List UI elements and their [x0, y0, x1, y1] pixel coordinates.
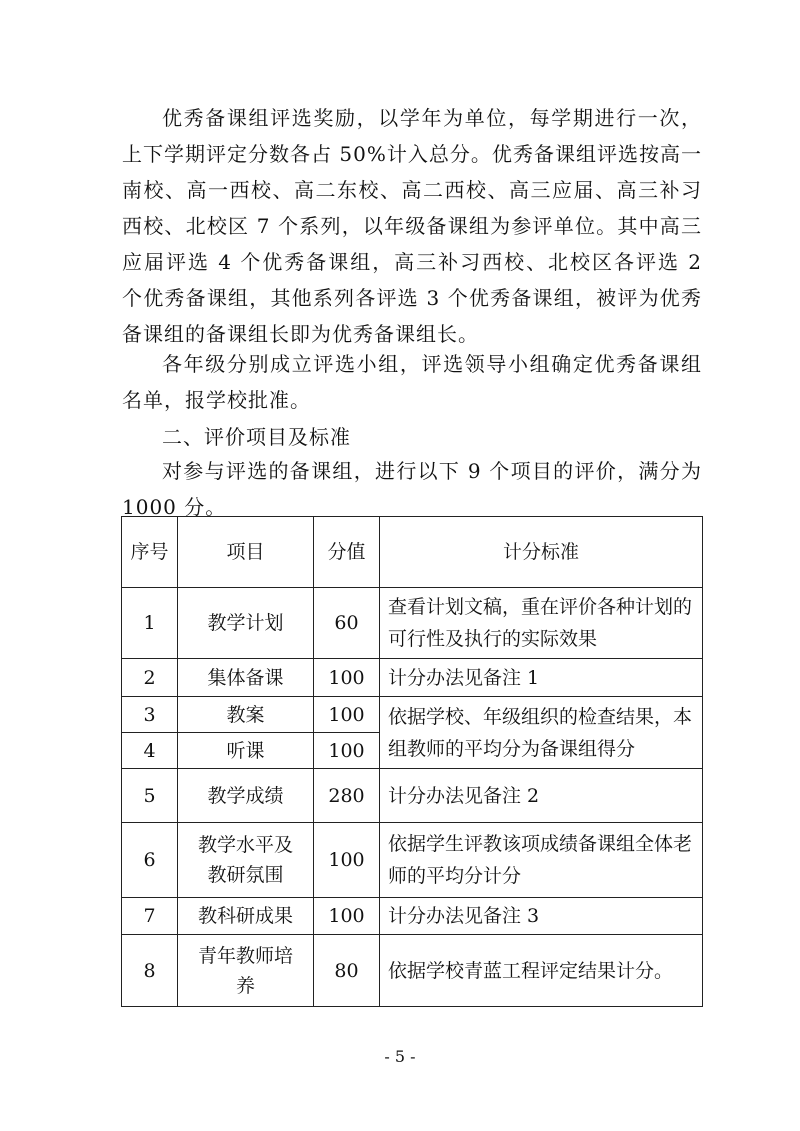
row-score: 100 [314, 898, 380, 935]
row-score: 280 [314, 769, 380, 823]
row-item: 教学计划 [178, 588, 314, 659]
row-standard: 计分办法见备注 2 [380, 769, 703, 823]
header-standard: 计分标准 [380, 517, 703, 588]
row-no: 8 [122, 935, 178, 1007]
page-number: - 5 - [384, 1047, 416, 1066]
row-score: 100 [314, 659, 380, 697]
section-heading: 二、评价项目及标准 [162, 425, 351, 449]
table-header-row [122, 517, 703, 588]
table-row [122, 823, 703, 898]
paragraph-evaluation-intro: 对参与评选的备课组，进行以下 9 个项目的评价，满分为 1000 分。 [122, 459, 702, 519]
table-row [122, 935, 703, 1007]
row-score: 100 [314, 733, 380, 769]
table-row [122, 588, 703, 659]
row-no: 1 [122, 588, 178, 659]
table-row [122, 659, 703, 697]
evaluation-table [121, 516, 703, 1007]
paragraph-award-rules: 优秀备课组评选奖励，以学年为单位，每学期进行一次，上下学期评定分数各占 50%计入总分。优秀备课组评选按高一南校、高一西校、高二东校、高二西校、高三应届、高三补习西校、北校区 7 个系列，以年级备课组为参评单位。其中高三应届评选 4 个优秀备课组，高三补习西校、北校区各评选 2 个优秀备课组，其他系列各评选 3 个优秀备课组，被评为优秀备课组的备课组长即为优秀备课组长。 [122, 106, 702, 346]
table-row [122, 769, 703, 823]
row-no: 4 [122, 733, 178, 769]
row-standard: 依据学生评教该项成绩备课组全体老师的平均分计分 [380, 823, 703, 898]
row-no: 7 [122, 898, 178, 935]
row-score: 60 [314, 588, 380, 659]
row-standard: 依据学校青蓝工程评定结果计分。 [380, 935, 703, 1007]
row-item: 集体备课 [178, 659, 314, 697]
row-standard: 依据学校、年级组织的检查结果，本组教师的平均分为备课组得分 [380, 697, 703, 769]
row-standard: 计分办法见备注 3 [380, 898, 703, 935]
paragraph-selection-group: 各年级分别成立评选小组，评选领导小组确定优秀备课组名单，报学校批准。 [122, 352, 702, 412]
header-score: 分值 [314, 517, 380, 588]
row-no: 3 [122, 697, 178, 733]
row-no: 2 [122, 659, 178, 697]
header-no: 序号 [122, 517, 178, 588]
row-score: 100 [314, 823, 380, 898]
row-item: 教科研成果 [178, 898, 314, 935]
row-score: 80 [314, 935, 380, 1007]
row-item: 教学成绩 [178, 769, 314, 823]
row-item: 教学水平及教研氛围 [178, 823, 314, 898]
row-no: 5 [122, 769, 178, 823]
row-no: 6 [122, 823, 178, 898]
row-score: 100 [314, 697, 380, 733]
row-item: 青年教师培养 [178, 935, 314, 1007]
row-item: 听课 [178, 733, 314, 769]
table-row [122, 697, 703, 733]
table-row [122, 898, 703, 935]
row-standard: 查看计划文稿，重在评价各种计划的可行性及执行的实际效果 [380, 588, 703, 659]
row-standard: 计分办法见备注 1 [380, 659, 703, 697]
row-item: 教案 [178, 697, 314, 733]
header-item: 项目 [178, 517, 314, 588]
